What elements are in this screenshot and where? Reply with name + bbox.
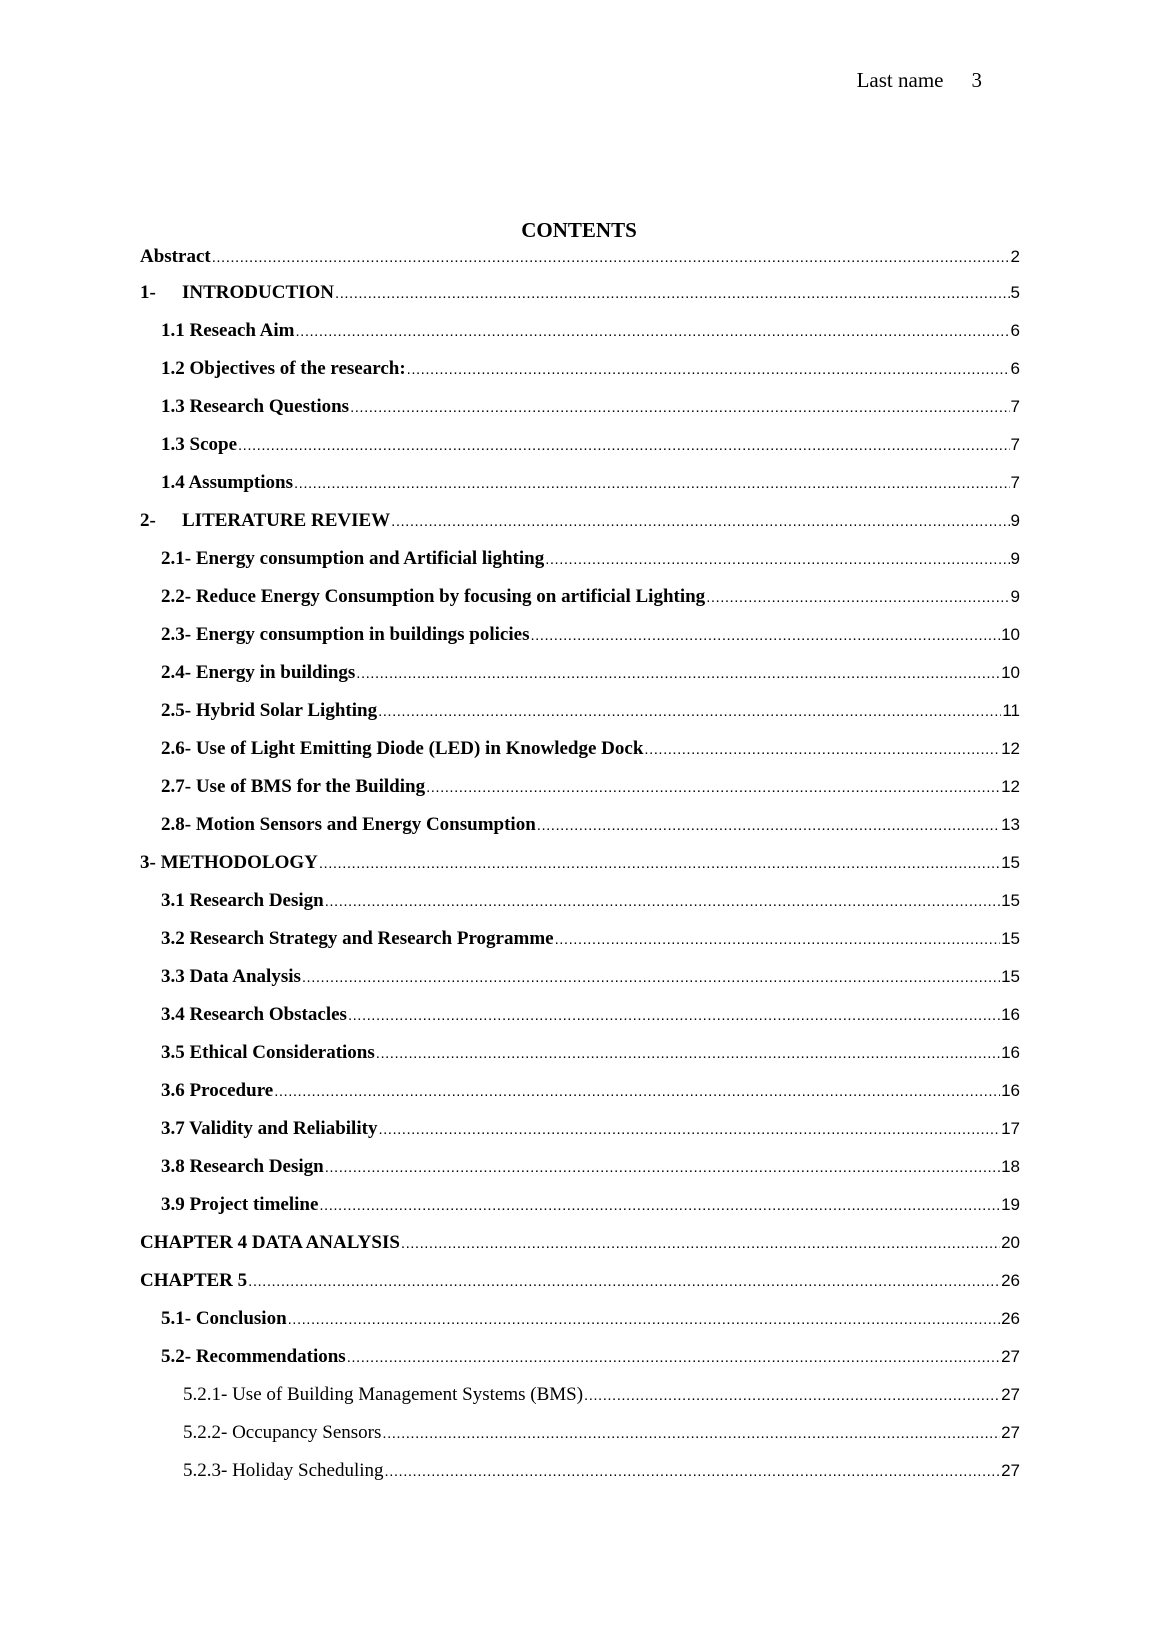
toc-entry[interactable] bbox=[140, 1384, 1020, 1422]
toc-entry[interactable] bbox=[140, 1422, 1020, 1460]
toc-entry-page: 16 bbox=[1001, 1043, 1020, 1062]
toc-dot-leader bbox=[325, 893, 1000, 910]
toc-dot-leader bbox=[382, 1425, 1000, 1442]
toc-entry-page: 16 bbox=[1001, 1081, 1020, 1100]
toc-entry-title: 2.1- Energy consumption and Artificial lighting bbox=[161, 548, 545, 569]
toc-dot-leader bbox=[212, 249, 1010, 266]
toc-dot-leader bbox=[545, 551, 1009, 568]
toc-entry-page: 26 bbox=[1001, 1271, 1020, 1290]
toc-entry-title: 2.8- Motion Sensors and Energy Consumption bbox=[161, 814, 536, 835]
toc-dot-leader bbox=[248, 1273, 1000, 1290]
toc-entry-page: 15 bbox=[1001, 929, 1020, 948]
toc-entry-page: 19 bbox=[1001, 1195, 1020, 1214]
toc-entry[interactable] bbox=[140, 1004, 1020, 1042]
toc-entry-page: 20 bbox=[1001, 1233, 1020, 1252]
toc-dot-leader bbox=[555, 931, 1000, 948]
toc-entry-page: 27 bbox=[1001, 1347, 1020, 1366]
toc-dot-leader bbox=[325, 1159, 1000, 1176]
toc-dot-leader bbox=[294, 475, 1010, 492]
toc-entry-title: 3.9 Project timeline bbox=[161, 1194, 319, 1215]
toc-dot-leader bbox=[356, 665, 1000, 682]
toc-entry[interactable] bbox=[140, 814, 1020, 852]
toc-dot-leader bbox=[391, 513, 1009, 530]
toc-entry[interactable] bbox=[140, 1194, 1020, 1232]
toc-entry[interactable] bbox=[140, 1346, 1020, 1384]
toc-entry-title: 5.2- Recommendations bbox=[161, 1346, 346, 1367]
toc-entry-page: 12 bbox=[1001, 739, 1020, 758]
toc-entry-page: 26 bbox=[1001, 1309, 1020, 1328]
toc-entry-page: 10 bbox=[1001, 663, 1020, 682]
toc-entry[interactable] bbox=[140, 662, 1020, 700]
toc-entry-number: 2- bbox=[140, 510, 156, 531]
toc-entry-page: 12 bbox=[1001, 777, 1020, 796]
toc-entry-page: 7 bbox=[1010, 397, 1020, 416]
toc-entry[interactable] bbox=[140, 1156, 1020, 1194]
toc-entry-page: 27 bbox=[1001, 1461, 1020, 1480]
toc-dot-leader bbox=[376, 1045, 1000, 1062]
toc-entry[interactable] bbox=[140, 358, 1020, 396]
toc-entry[interactable] bbox=[140, 282, 1020, 320]
toc-entry-page: 5 bbox=[1010, 283, 1020, 302]
header-last-name: Last name bbox=[856, 68, 944, 92]
toc-dot-leader bbox=[296, 323, 1010, 340]
toc-dot-leader bbox=[378, 703, 1001, 720]
toc-entry-page: 27 bbox=[1001, 1423, 1020, 1442]
toc-dot-leader bbox=[407, 361, 1010, 378]
toc-entry-title: 1.1 Reseach Aim bbox=[161, 320, 295, 341]
toc-dot-leader bbox=[319, 1197, 1000, 1214]
toc-dot-leader bbox=[350, 399, 1009, 416]
toc-entry[interactable] bbox=[140, 738, 1020, 776]
toc-entry-title: 5.2.2- Occupancy Sensors bbox=[183, 1422, 382, 1443]
toc-entry-title: 5.1- Conclusion bbox=[161, 1308, 287, 1329]
toc-entry[interactable] bbox=[140, 1232, 1020, 1270]
toc-entry[interactable] bbox=[140, 396, 1020, 434]
table-of-contents bbox=[140, 246, 1020, 1498]
toc-entry-page: 2 bbox=[1010, 247, 1020, 266]
toc-dot-leader bbox=[348, 1007, 1000, 1024]
toc-entry-title bbox=[140, 510, 390, 532]
toc-entry[interactable] bbox=[140, 776, 1020, 814]
toc-entry[interactable] bbox=[140, 1270, 1020, 1308]
toc-entry[interactable] bbox=[140, 246, 1020, 282]
toc-entry-title: 3.1 Research Design bbox=[161, 890, 324, 911]
toc-title: CONTENTS bbox=[521, 218, 637, 242]
toc-dot-leader bbox=[706, 589, 1009, 606]
toc-entry-page: 17 bbox=[1001, 1119, 1020, 1138]
toc-entry[interactable] bbox=[140, 890, 1020, 928]
toc-entry-page: 15 bbox=[1001, 853, 1020, 872]
toc-dot-leader bbox=[302, 969, 1000, 986]
toc-dot-leader bbox=[584, 1387, 1000, 1404]
toc-entry[interactable] bbox=[140, 966, 1020, 1004]
toc-entry[interactable] bbox=[140, 928, 1020, 966]
toc-entry-page: 15 bbox=[1001, 967, 1020, 986]
toc-entry-title: 2.7- Use of BMS for the Building bbox=[161, 776, 426, 797]
toc-dot-leader bbox=[274, 1083, 1000, 1100]
toc-dot-leader bbox=[401, 1235, 1000, 1252]
toc-dot-leader bbox=[319, 855, 1000, 872]
toc-entry[interactable] bbox=[140, 510, 1020, 548]
toc-entry-title: 3.7 Validity and Reliability bbox=[161, 1118, 378, 1139]
toc-entry-title: 5.2.3- Holiday Scheduling bbox=[183, 1460, 384, 1481]
toc-dot-leader bbox=[238, 437, 1010, 454]
toc-entry-title: CHAPTER 4 DATA ANALYSIS bbox=[140, 1232, 400, 1253]
toc-entry-title: Abstract bbox=[140, 246, 211, 267]
toc-entry-page: 27 bbox=[1001, 1385, 1020, 1404]
toc-entry-page: 13 bbox=[1001, 815, 1020, 834]
toc-entry-label: LITERATURE REVIEW bbox=[182, 510, 391, 531]
toc-entry-title: 3.8 Research Design bbox=[161, 1156, 324, 1177]
toc-entry-title: 2.6- Use of Light Emitting Diode (LED) in Knowledge Dock bbox=[161, 738, 644, 759]
toc-entry-page: 9 bbox=[1010, 549, 1020, 568]
toc-entry-page: 11 bbox=[1002, 701, 1020, 720]
toc-entry-title: 2.4- Energy in buildings bbox=[161, 662, 356, 683]
page-header bbox=[857, 68, 982, 93]
toc-dot-leader bbox=[644, 741, 1000, 758]
toc-entry-page: 15 bbox=[1001, 891, 1020, 910]
toc-entry[interactable] bbox=[140, 434, 1020, 472]
toc-entry[interactable] bbox=[140, 1460, 1020, 1498]
toc-entry-title: 2.3- Energy consumption in buildings policies bbox=[161, 624, 530, 645]
toc-entry-title: 1.2 Objectives of the research: bbox=[161, 358, 406, 379]
toc-entry[interactable] bbox=[140, 1308, 1020, 1346]
toc-dot-leader bbox=[530, 627, 1000, 644]
header-page-number: 3 bbox=[971, 68, 982, 92]
toc-dot-leader bbox=[335, 285, 1010, 302]
toc-entry[interactable] bbox=[140, 1080, 1020, 1118]
toc-entry-page: 7 bbox=[1010, 473, 1020, 492]
toc-entry-page: 10 bbox=[1001, 625, 1020, 644]
toc-dot-leader bbox=[288, 1311, 1000, 1328]
toc-entry[interactable] bbox=[140, 586, 1020, 624]
toc-entry-label: INTRODUCTION bbox=[182, 282, 335, 303]
toc-entry-title: 1.3 Scope bbox=[161, 434, 237, 455]
toc-entry-title: 2.5- Hybrid Solar Lighting bbox=[161, 700, 378, 721]
toc-entry-title: 3.2 Research Strategy and Research Programme bbox=[161, 928, 554, 949]
toc-entry-title: 3.3 Data Analysis bbox=[161, 966, 301, 987]
toc-entry-title: 1.3 Research Questions bbox=[161, 396, 350, 417]
toc-entry-title: 5.2.1- Use of Building Management Systems (BMS) bbox=[183, 1384, 584, 1405]
toc-entry[interactable] bbox=[140, 1042, 1020, 1080]
toc-entry-title: CHAPTER 5 bbox=[140, 1270, 248, 1291]
toc-entry[interactable] bbox=[140, 624, 1020, 662]
toc-entry[interactable] bbox=[140, 700, 1020, 738]
toc-entry-title: 1.4 Assumptions bbox=[161, 472, 293, 493]
toc-dot-leader bbox=[347, 1349, 1000, 1366]
toc-entry-page: 6 bbox=[1010, 359, 1020, 378]
toc-entry-title: 3.6 Procedure bbox=[161, 1080, 274, 1101]
toc-entry-page: 9 bbox=[1010, 587, 1020, 606]
toc-entry[interactable] bbox=[140, 852, 1020, 890]
toc-entry[interactable] bbox=[140, 1118, 1020, 1156]
toc-entry-number: 1- bbox=[140, 282, 156, 303]
toc-dot-leader bbox=[385, 1463, 1001, 1480]
toc-entry-title: 3.4 Research Obstacles bbox=[161, 1004, 347, 1025]
toc-entry-page: 18 bbox=[1001, 1157, 1020, 1176]
toc-entry-page: 16 bbox=[1001, 1005, 1020, 1024]
toc-entry[interactable] bbox=[140, 548, 1020, 586]
toc-dot-leader bbox=[537, 817, 1000, 834]
toc-dot-leader bbox=[378, 1121, 1000, 1138]
toc-entry-title: 3- METHODOLOGY bbox=[140, 852, 318, 873]
toc-entry-page: 9 bbox=[1010, 511, 1020, 530]
toc-dot-leader bbox=[426, 779, 1000, 796]
toc-entry-page: 7 bbox=[1010, 435, 1020, 454]
toc-entry-title bbox=[140, 282, 334, 304]
toc-entry-title: 2.2- Reduce Energy Consumption by focusing on artificial Lighting bbox=[161, 586, 706, 607]
toc-entry-page: 6 bbox=[1010, 321, 1020, 340]
toc-entry-title: 3.5 Ethical Considerations bbox=[161, 1042, 375, 1063]
toc-entry[interactable] bbox=[140, 472, 1020, 510]
toc-entry[interactable] bbox=[140, 320, 1020, 358]
